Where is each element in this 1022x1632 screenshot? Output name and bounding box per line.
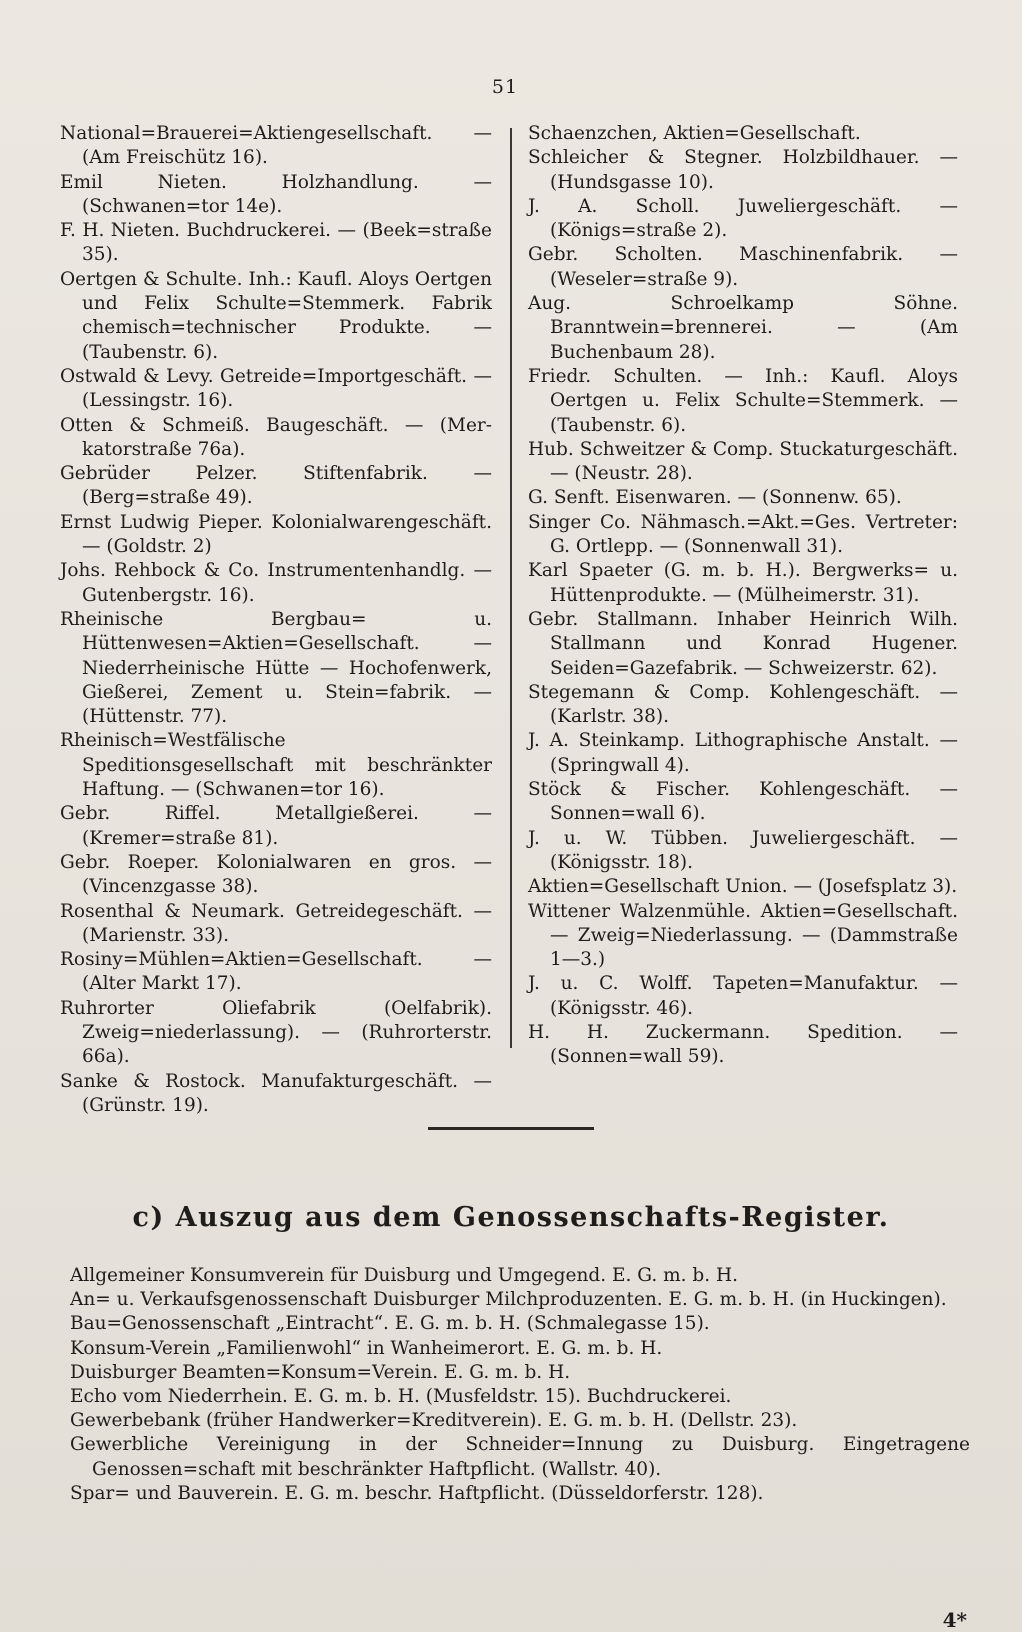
list-item: Singer Co. Nähmasch.=Akt.=Ges. Vertreter: G. Ortlepp. — (Sonnenwall 31). <box>528 511 958 558</box>
list-item: J. u. C. Wolff. Tapeten=Manufaktur. — (Königsstr. 46). <box>528 973 958 1019</box>
list-item: Otten & Schmeiß. Baugeschäft. — (Mer-katorstraße 76a). <box>60 414 492 460</box>
list-item: Ernst Ludwig Pieper. Kolonialwarengeschäft. — (Goldstr. 2) <box>60 511 492 558</box>
list-item: J. u. W. Tübben. Juweliergeschäft. — (Königsstr. 18). <box>528 827 958 873</box>
list-item: Friedr. Schulten. — Inh.: Kaufl. Aloys Oertgen u. Felix Schulte=Stemmerk. — (Taubenstr. 6). <box>528 365 958 436</box>
list-item: Konsum-Verein „Familienwohl“ in Wanheimerort. E. G. m. b. H. <box>70 1337 663 1359</box>
list-item: Stöck & Fischer. Kohlengeschäft. — Sonnen=wall 6). <box>528 779 958 825</box>
list-item: Gewerbliche Vereinigung in der Schneider=Innung zu Duisburg. Eingetragene Genossen=schaft mit beschränkter Haftpflicht. (Wallstr. 40). <box>70 1434 970 1480</box>
list-item: Schleicher & Stegner. Holzbildhauer. — (Hundsgasse 10). <box>528 147 958 193</box>
list-item: An= u. Verkaufsgenossenschaft Duisburger Milchproduzenten. E. G. m. b. H. (in Huckingen). <box>70 1289 947 1311</box>
list-item: Rosenthal & Neumark. Getreidegeschäft. — (Marienstr. 33). <box>60 900 492 946</box>
list-item: Johs. Rehbock & Co. Instrumentenhandlg. — Gutenbergstr. 16). <box>60 560 492 606</box>
list-item: Gebr. Scholten. Maschinenfabrik. — (Weseler=straße 9). <box>528 244 958 290</box>
left-column <box>60 122 492 1118</box>
list-item: Wittener Walzenmühle. Aktien=Gesellschaft. — Zweig=Niederlassung. — (Dammstraße 1—3.) <box>528 900 958 971</box>
list-item: Gebr. Riffel. Metallgießerei. — (Kremer=straße 81). <box>60 803 492 849</box>
list-item: J. A. Scholl. Juweliergeschäft. — (Königs=straße 2). <box>528 195 958 242</box>
list-item: F. H. Nieten. Buchdruckerei. — (Beek=straße 35). <box>60 220 492 266</box>
list-item: Rheinische Bergbau= u. Hüttenwesen=Aktien=Gesellschaft. — Niederrheinische Hütte — Hochofenwerk, Gießerei, Zement u. Stein=fabrik. — (Hüttenstr. 77). <box>60 608 492 728</box>
list-item: Oertgen & Schulte. Inh.: Kaufl. Aloys Oertgen und Felix Schulte=Stemmerk. Fabrik chemisch=technischer Produkte. — (Taubenstr. 6). <box>60 268 492 363</box>
list-item: Sanke & Rostock. Manufakturgeschäft. — (Grünstr. 19). <box>60 1070 492 1116</box>
list-item: Hub. Schweitzer & Comp. Stuckaturgeschäft. — (Neustr. 28). <box>528 438 958 485</box>
list-item: Aktien=Gesellschaft Union. — (Josefsplatz 3). <box>528 876 958 898</box>
list-item: Rosiny=Mühlen=Aktien=Gesellschaft. — (Alter Markt 17). <box>60 949 492 995</box>
register-list <box>70 1264 970 1506</box>
section-divider <box>428 1127 594 1130</box>
list-item: Emil Nieten. Holzhandlung. — (Schwanen=tor 14e). <box>60 171 492 217</box>
list-item: Stegemann & Comp. Kohlengeschäft. — (Karlstr. 38). <box>528 681 958 728</box>
list-item: Spar= und Bauverein. E. G. m. beschr. Haftpflicht. (Düsseldorferstr. 128). <box>70 1482 764 1504</box>
list-item: Allgemeiner Konsumverein für Duisburg und Umgegend. E. G. m. b. H. <box>70 1265 739 1286</box>
signature-mark: 4* <box>942 1608 967 1632</box>
list-item: J. A. Steinkamp. Lithographische Anstalt. — (Springwall 4). <box>528 730 958 776</box>
list-item: Aug. Schroelkamp Söhne. Branntwein=brennerei. — (Am Buchenbaum 28). <box>528 293 958 363</box>
list-item: Bau=Genossenschaft „Eintracht“. E. G. m. b. H. (Schmalegasse 15). <box>70 1313 710 1335</box>
list-item: Gebr. Stallmann. Inhaber Heinrich Wilh. Stallmann und Konrad Hugener. Seiden=Gazefabrik. — Schweizerstr. 62). <box>528 608 958 679</box>
section-heading: c) Auszug aus dem Genossenschafts-Register. <box>132 1202 890 1233</box>
page-number: 51 <box>491 76 519 98</box>
list-item: National=Brauerei=Aktiengesellschaft. — (Am Freischütz 16). <box>60 123 492 169</box>
list-item: G. Senft. Eisenwaren. — (Sonnenw. 65). <box>528 487 902 509</box>
list-item: Echo vom Niederrhein. E. G. m. b. H. (Musfeldstr. 15). Buchdruckerei. <box>70 1386 732 1408</box>
column-divider <box>510 128 512 1048</box>
list-item: Rheinisch=Westfälische Speditionsgesellschaft mit beschränkter Haftung. — (Schwanen=tor 16). <box>60 730 492 801</box>
list-item: Gebr. Roeper. Kolonialwaren en gros. — (Vincenzgasse 38). <box>60 851 492 898</box>
list-item: Schaenzchen, Aktien=Gesellschaft. <box>528 123 861 144</box>
list-item: Ostwald & Levy. Getreide=Importgeschäft. — (Lessingstr. 16). <box>60 365 492 412</box>
list-item: Karl Spaeter (G. m. b. H.). Bergwerks= u. Hüttenprodukte. — (Mülheimerstr. 31). <box>528 560 958 606</box>
list-item: Ruhrorter Oliefabrik (Oelfabrik). Zweig=niederlassung). — (Ruhrorterstr. 66a). <box>60 997 492 1068</box>
list-item: Gewerbebank (früher Handwerker=Kreditverein). E. G. m. b. H. (Dellstr. 23). <box>70 1410 798 1432</box>
list-item: Duisburger Beamten=Konsum=Verein. E. G. m. b. H. <box>70 1361 571 1383</box>
list-item: Gebrüder Pelzer. Stiftenfabrik. — (Berg=straße 49). <box>60 463 492 509</box>
right-column <box>528 122 958 1070</box>
list-item: H. H. Zuckermann. Spedition. — (Sonnen=wall 59). <box>528 1021 958 1068</box>
